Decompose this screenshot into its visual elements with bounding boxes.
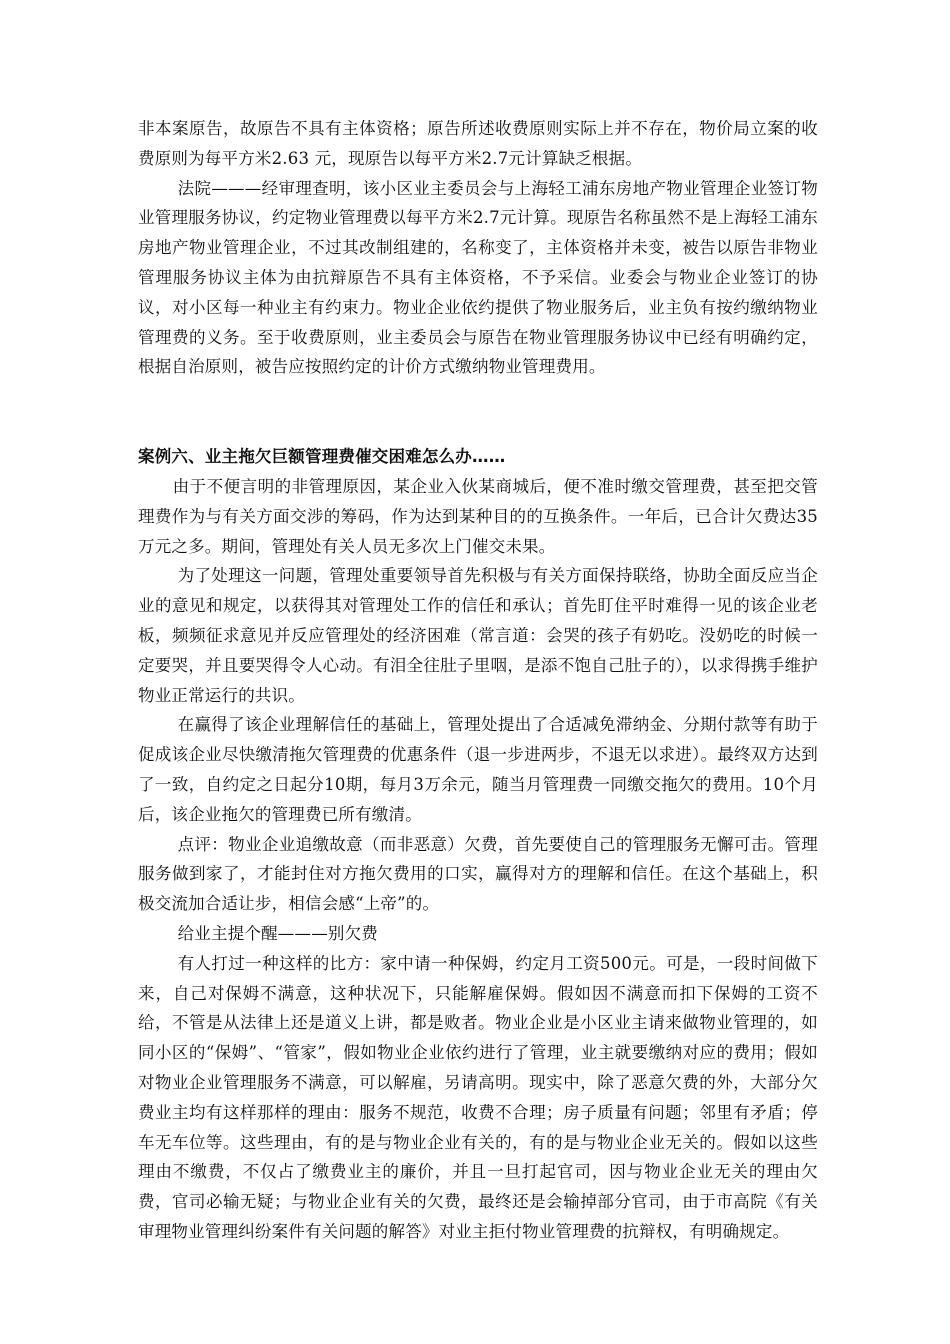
paragraph-management-response: 为了处理这一问题，管理处重要领导首先积极与有关方面保持联络，协助全面反应当企业的意见和规定，以获得其对管理处工作的信任和承认；首先盯住平时难得一见的该企业老板，频频征求意见并反应管理处的经济困难（常言道：会哭的孩子有奶吃。没奶吃的时候一定要哭，并且要哭得令人心动。有泪全往肚子里咽，是添不饱自己肚子的），以求得携手维护物业正常运行的共识。 — [138, 566, 818, 705]
paragraph-gap — [138, 382, 818, 442]
paragraph-1: 非本案原告，故原告不具有主体资格；原告所述收费原则实际上并不存在，物价局立案的收费原则为每平方米2.63 元，现原告以每平方米2.7元计算缺乏根据。 — [138, 119, 818, 168]
paragraph-reminder-title: 给业主提个醒———别欠费 — [177, 923, 378, 943]
document-page — [138, 114, 818, 1247]
paragraph-case-background: 由于不便言明的非管理原因，某企业入伙某商城后，便不准时缴交管理费，甚至把交管理费作为与有关方面交涉的筹码，作为达到某种目的的互换条件。一年后，已合计欠费达35万元之多。期间，管理处有关人员无多次上门催交未果。 — [138, 476, 818, 556]
case-six-heading: 案例六、业主拖欠巨额管理费催交困难怎么办…… — [138, 447, 506, 467]
paragraph-analogy: 有人打过一种这样的比方：家中请一种保姆，约定月工资500元。可是，一段时间做下来，自己对保姆不满意，这种状况下，只能解雇保姆。假如因不满意而扣下保姆的工资不给，不管是从法律上还是道义上讲，都是败者。物业企业是小区业主请来做物业管理的，如同小区的“保姆”、“管家”，假如物业企业依约进行了管理，业主就要缴纳对应的费用；假如对物业企业管理服务不满意，可以解雇，另请高明。现实中，除了恶意欠费的外，大部分欠费业主均有这样那样的理由：服务不规范，收费不合理；房子质量有问题；邻里有矛盾；停车无车位等。这些理由，有的是与物业企业有关的，有的是与物业企业无关的。假如以这些理由不缴费，不仅占了缴费业主的廉价，并且一旦打起官司，因与物业企业无关的理由欠费，官司必输无疑；与物业企业有关的欠费，最终还是会输掉部分官司，由于市高院《有关审理物业管理纠纷案件有关问题的解答》对业主拒付物业管理费的抗辩权，有明确规定。 — [138, 953, 818, 1241]
paragraph-court-ruling: 法院———经审理查明，该小区业主委员会与上海轻工浦东房地产物业管理企业签订物业管理服务协议，约定物业管理费以每平方米2.7元计算。现原告名称虽然不是上海轻工浦东房地产物业管理企业，不过其改制组建的，名称变了，主体资格并未变，被告以原告非物业管理服务协议主体为由抗辩原告不具有主体资格，不予采信。业委会与物业企业签订的协议，对小区每一种业主有约束力。物业企业依约提供了物业服务后，业主负有按约缴纳物业管理费的义务。至于收费原则，业主委员会与原告在物业管理服务协议中已经有明确约定，根据自治原则，被告应按照约定的计价方式缴纳物业管理费用。 — [138, 178, 818, 377]
paragraph-commentary: 点评：物业企业追缴故意（而非恶意）欠费，首先要使自己的管理服务无懈可击。管理服务做到家了，才能封住对方拖欠费用的口实，赢得对方的理解和信任。在这个基础上，积极交流加合适让步，相信会感“上帝”的。 — [138, 834, 818, 914]
paragraph-agreement: 在赢得了该企业理解信任的基础上，管理处提出了合适减免滞纳金、分期付款等有助于促成该企业尽快缴清拖欠管理费的优惠条件（退一步进两步，不退无以求进）。最终双方达到了一致，自约定之日起分10期，每月3万余元，随当月管理费一同缴交拖欠的费用。10个月后，该企业拖欠的管理费已所有缴清。 — [138, 715, 818, 824]
